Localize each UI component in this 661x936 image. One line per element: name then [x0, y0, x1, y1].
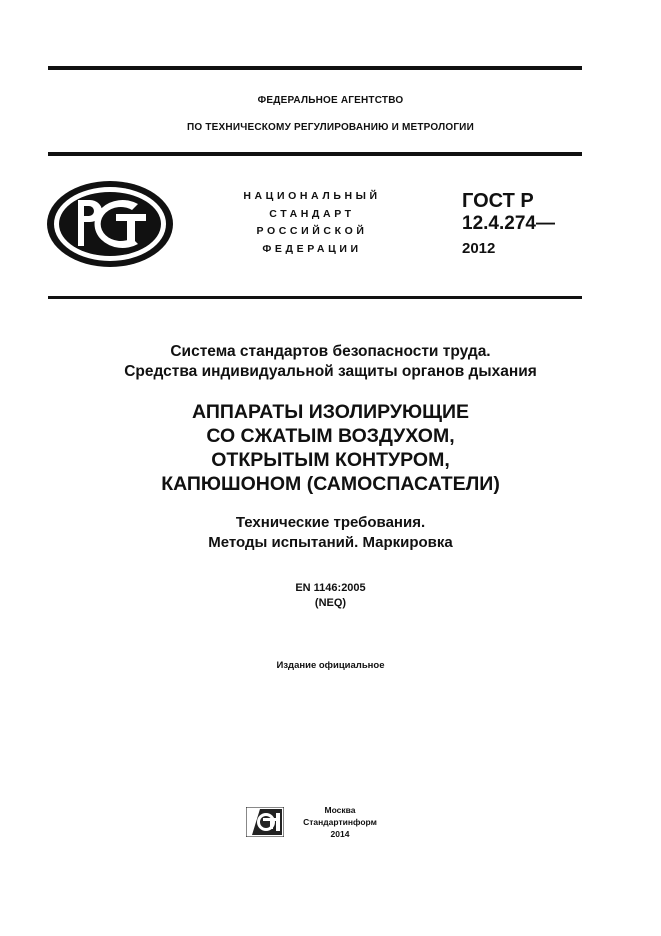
title-line: СО СЖАТЫМ ВОЗДУХОМ,: [206, 425, 455, 447]
reference-standard: [0, 581, 661, 611]
agency-line-2: ПО ТЕХНИЧЕСКОМУ РЕГУЛИРОВАНИЮ И МЕТРОЛОГИИ: [187, 122, 474, 133]
national-line: СТАНДАРТ: [269, 207, 355, 220]
series-title: [0, 342, 661, 382]
national-line: НАЦИОНАЛЬНЫЙ: [243, 190, 381, 202]
gost-designation: [462, 190, 555, 260]
standartinform-logo-icon: [246, 807, 284, 837]
gost-year: 2012: [462, 240, 496, 257]
publisher-year: 2014: [330, 829, 350, 839]
title-line: КАПЮШОНОМ (САМОСПАСАТЕЛИ): [161, 473, 500, 495]
rst-certification-logo-icon: [44, 178, 176, 270]
series-line: Средства индивидуальной защиты органов дыхания: [124, 363, 537, 380]
header-rule: [48, 152, 582, 156]
publisher-city: Москва: [324, 805, 356, 815]
top-rule: [48, 66, 582, 70]
gost-prefix: ГОСТ Р: [462, 190, 534, 212]
standard-block-rule: [48, 296, 582, 299]
publisher-name: Стандартинформ: [303, 817, 377, 827]
subtitle-line: Методы испытаний. Маркировка: [208, 534, 453, 551]
series-line: Система стандартов безопасности труда.: [170, 343, 491, 360]
publisher-imprint: [286, 804, 394, 840]
title-line: ОТКРЫТЫМ КОНТУРОМ,: [211, 449, 450, 471]
reference-code: EN 1146:2005: [295, 582, 366, 594]
reference-degree: (NEQ): [314, 597, 347, 609]
national-standard-label: [212, 188, 412, 258]
document-subtitle: [0, 513, 661, 553]
gost-number: 12.4.274—: [462, 213, 555, 234]
national-line: ФЕДЕРАЦИИ: [262, 242, 362, 255]
edition-label: Издание официальное: [276, 660, 385, 671]
title-line: АППАРАТЫ ИЗОЛИРУЮЩИЕ: [192, 401, 469, 423]
national-line: РОССИЙСКОЙ: [256, 225, 368, 237]
document-title: [0, 400, 661, 496]
agency-line-1: ФЕДЕРАЛЬНОЕ АГЕНТСТВО: [257, 95, 404, 106]
subtitle-line: Технические требования.: [235, 514, 426, 531]
